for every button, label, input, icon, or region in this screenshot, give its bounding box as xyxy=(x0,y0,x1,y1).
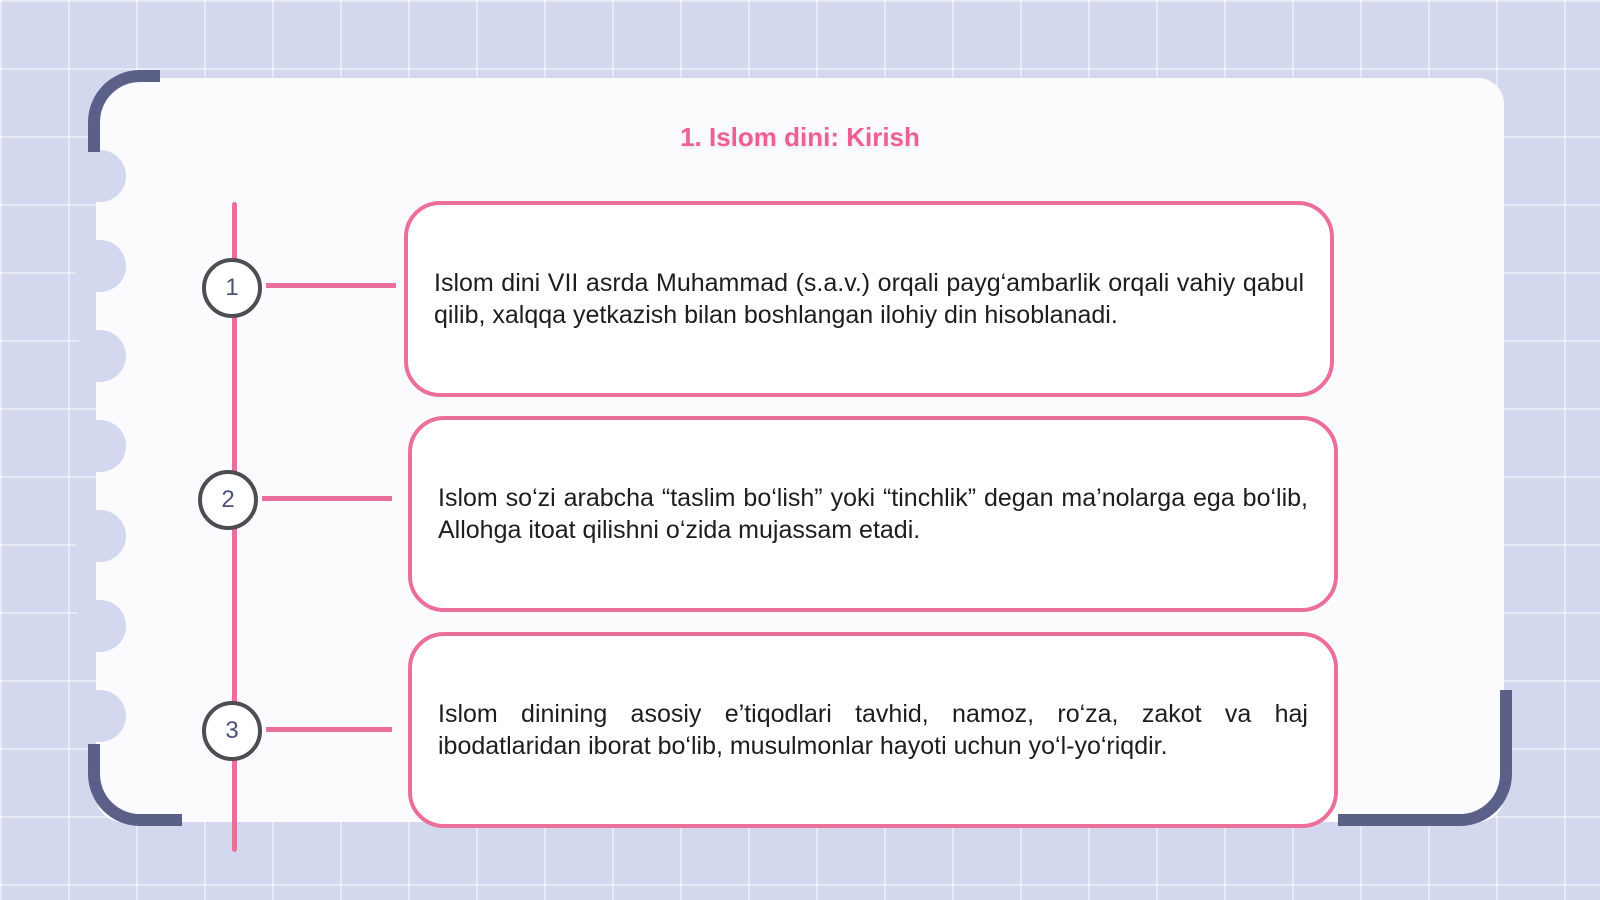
sheet-scallop xyxy=(74,240,126,292)
step-marker-1 xyxy=(202,258,262,318)
step-marker-2 xyxy=(198,470,258,530)
info-card-1 xyxy=(404,201,1334,397)
sheet-scallop xyxy=(74,600,126,652)
card-text: Islom so‘zi arabcha “taslim bo‘lish” yoki “tinchlik” degan ma’nolarga ega bo‘lib, Allohga itoat qilishni o‘zida mujassam etadi. xyxy=(438,484,1308,544)
connector-2 xyxy=(262,496,392,501)
info-card-2 xyxy=(408,416,1338,612)
slide-title: 1. Islom dini: Kirish xyxy=(680,122,920,152)
connector-1 xyxy=(266,283,396,288)
step-marker-3 xyxy=(202,701,262,761)
corner-bracket-bottom-right xyxy=(1338,690,1512,826)
sheet-scallop xyxy=(74,330,126,382)
card-text: Islom dinining asosiy e’tiqodlari tavhid, namoz, ro‘za, zakot va haj ibodatlaridan iborat bo‘lib, musulmonlar hayoti uchun yo‘l-yo‘riqdir. xyxy=(438,700,1308,760)
step-number: 3 xyxy=(225,717,239,744)
sheet-scallop xyxy=(74,690,126,742)
sheet-scallop xyxy=(74,510,126,562)
card-text: Islom dini VII asrda Muhammad (s.a.v.) orqali payg‘ambarlik orqali vahiy qabul qilib, xalqqa yetkazish bilan boshlangan ilohiy din hisoblanadi. xyxy=(434,269,1304,329)
sheet-scallop xyxy=(74,150,126,202)
sheet-scallop xyxy=(74,420,126,472)
step-number: 2 xyxy=(221,486,235,513)
connector-3 xyxy=(266,727,392,732)
info-card-3 xyxy=(408,632,1338,828)
step-number: 1 xyxy=(225,274,239,301)
